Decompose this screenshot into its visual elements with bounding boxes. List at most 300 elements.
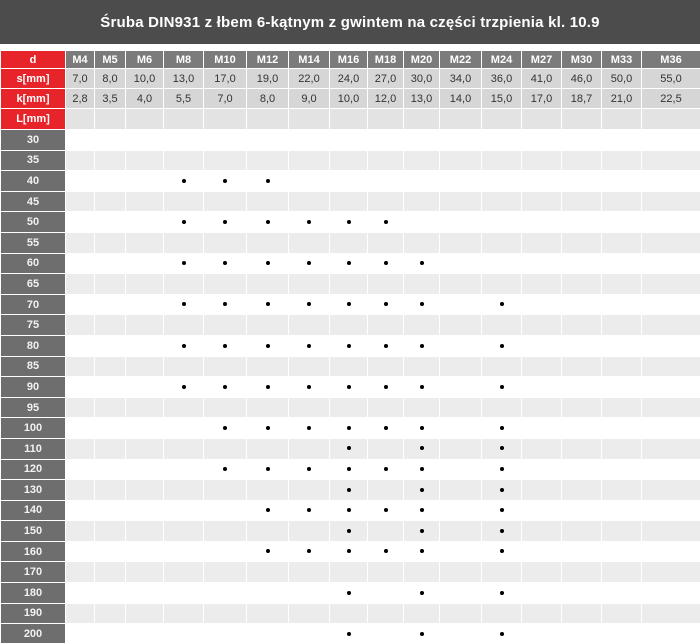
availability-cell-30-M14 xyxy=(289,130,330,151)
availability-cell-40-M27 xyxy=(522,171,562,192)
availability-dot xyxy=(307,467,311,471)
availability-cell-110-M24 xyxy=(482,438,522,459)
availability-cell-55-M20 xyxy=(404,232,440,253)
availability-cell-35-M4 xyxy=(66,150,95,171)
availability-cell-60-M36 xyxy=(642,253,700,274)
availability-cell-100-M22 xyxy=(440,418,482,439)
availability-cell-110-M10 xyxy=(204,438,247,459)
availability-dot xyxy=(420,344,424,348)
availability-cell-65-M27 xyxy=(522,274,562,295)
availability-cell-60-M33 xyxy=(602,253,642,274)
availability-cell-55-M4 xyxy=(66,232,95,253)
table-row-length-80 xyxy=(1,335,700,356)
availability-cell-75-M20 xyxy=(404,315,440,336)
availability-dot xyxy=(347,529,351,533)
availability-dot xyxy=(182,220,186,224)
availability-cell-65-M4 xyxy=(66,274,95,295)
table-row-length-120 xyxy=(1,459,700,480)
availability-cell-50-M18 xyxy=(368,212,404,233)
availability-cell-130-M6 xyxy=(126,480,164,501)
k-label: k[mm] xyxy=(1,89,66,109)
availability-cell-75-M5 xyxy=(95,315,126,336)
availability-cell-60-M16 xyxy=(330,253,368,274)
availability-cell-180-M6 xyxy=(126,583,164,604)
availability-cell-180-M33 xyxy=(602,583,642,604)
availability-cell-55-M27 xyxy=(522,232,562,253)
availability-cell-180-M4 xyxy=(66,583,95,604)
table-row-length-100 xyxy=(1,418,700,439)
availability-cell-180-M30 xyxy=(562,583,602,604)
k-value-cell: 2,8 xyxy=(66,89,95,109)
availability-cell-70-M10 xyxy=(204,294,247,315)
availability-cell-200-M18 xyxy=(368,624,404,643)
availability-dot xyxy=(500,591,504,595)
availability-cell-100-M6 xyxy=(126,418,164,439)
availability-cell-85-M5 xyxy=(95,356,126,377)
availability-cell-140-M16 xyxy=(330,500,368,521)
size-header-M18: M18 xyxy=(368,51,404,69)
availability-cell-65-M36 xyxy=(642,274,700,295)
availability-dot xyxy=(347,261,351,265)
availability-cell-110-M30 xyxy=(562,438,602,459)
length-label: 75 xyxy=(1,315,66,336)
availability-cell-100-M24 xyxy=(482,418,522,439)
availability-cell-75-M16 xyxy=(330,315,368,336)
l-empty-cell xyxy=(164,109,204,130)
size-header-M5: M5 xyxy=(95,51,126,69)
availability-cell-95-M24 xyxy=(482,397,522,418)
availability-dot xyxy=(420,385,424,389)
availability-cell-110-M22 xyxy=(440,438,482,459)
availability-cell-50-M6 xyxy=(126,212,164,233)
availability-cell-100-M14 xyxy=(289,418,330,439)
availability-cell-170-M36 xyxy=(642,562,700,583)
availability-cell-45-M20 xyxy=(404,191,440,212)
availability-cell-150-M36 xyxy=(642,521,700,542)
availability-dot xyxy=(500,529,504,533)
availability-cell-80-M6 xyxy=(126,335,164,356)
availability-cell-30-M5 xyxy=(95,130,126,151)
availability-cell-80-M33 xyxy=(602,335,642,356)
availability-cell-200-M27 xyxy=(522,624,562,643)
availability-dot xyxy=(384,261,388,265)
s-row xyxy=(1,69,700,89)
availability-cell-160-M10 xyxy=(204,541,247,562)
availability-cell-35-M27 xyxy=(522,150,562,171)
s-value-cell: 24,0 xyxy=(330,69,368,89)
length-label: 160 xyxy=(1,541,66,562)
availability-cell-200-M30 xyxy=(562,624,602,643)
availability-dot xyxy=(223,344,227,348)
availability-cell-80-M36 xyxy=(642,335,700,356)
availability-cell-50-M12 xyxy=(247,212,289,233)
availability-cell-150-M18 xyxy=(368,521,404,542)
availability-cell-90-M36 xyxy=(642,377,700,398)
availability-cell-75-M22 xyxy=(440,315,482,336)
availability-dot xyxy=(223,220,227,224)
availability-cell-110-M6 xyxy=(126,438,164,459)
k-value-cell: 9,0 xyxy=(289,89,330,109)
availability-cell-130-M20 xyxy=(404,480,440,501)
availability-cell-75-M30 xyxy=(562,315,602,336)
availability-cell-160-M18 xyxy=(368,541,404,562)
availability-cell-70-M18 xyxy=(368,294,404,315)
availability-cell-120-M36 xyxy=(642,459,700,480)
availability-cell-30-M6 xyxy=(126,130,164,151)
availability-cell-95-M5 xyxy=(95,397,126,418)
availability-dot xyxy=(384,385,388,389)
availability-dot xyxy=(347,467,351,471)
availability-cell-120-M6 xyxy=(126,459,164,480)
availability-cell-45-M27 xyxy=(522,191,562,212)
availability-cell-140-M6 xyxy=(126,500,164,521)
availability-dot xyxy=(307,302,311,306)
availability-cell-80-M27 xyxy=(522,335,562,356)
length-label: 45 xyxy=(1,191,66,212)
s-value-cell: 55,0 xyxy=(642,69,700,89)
availability-cell-30-M16 xyxy=(330,130,368,151)
availability-dot xyxy=(384,467,388,471)
availability-cell-45-M5 xyxy=(95,191,126,212)
availability-cell-60-M18 xyxy=(368,253,404,274)
availability-cell-40-M33 xyxy=(602,171,642,192)
table-row-length-95 xyxy=(1,397,700,418)
length-label: 30 xyxy=(1,130,66,151)
availability-dot xyxy=(420,467,424,471)
availability-cell-160-M14 xyxy=(289,541,330,562)
length-label: 140 xyxy=(1,500,66,521)
availability-cell-95-M27 xyxy=(522,397,562,418)
availability-cell-130-M18 xyxy=(368,480,404,501)
l-empty-cell xyxy=(330,109,368,130)
availability-cell-50-M14 xyxy=(289,212,330,233)
size-header-M4: M4 xyxy=(66,51,95,69)
s-value-cell: 22,0 xyxy=(289,69,330,89)
l-empty-cell xyxy=(642,109,700,130)
availability-dot xyxy=(223,385,227,389)
availability-cell-55-M5 xyxy=(95,232,126,253)
availability-dot xyxy=(384,344,388,348)
table-row-length-50 xyxy=(1,212,700,233)
availability-dot xyxy=(500,446,504,450)
availability-cell-110-M18 xyxy=(368,438,404,459)
table-head xyxy=(1,51,700,69)
k-value-cell: 13,0 xyxy=(404,89,440,109)
availability-cell-30-M20 xyxy=(404,130,440,151)
availability-dot xyxy=(420,302,424,306)
availability-cell-45-M16 xyxy=(330,191,368,212)
availability-cell-80-M14 xyxy=(289,335,330,356)
size-header-M14: M14 xyxy=(289,51,330,69)
l-empty-cell xyxy=(289,109,330,130)
availability-dot xyxy=(500,426,504,430)
availability-cell-55-M30 xyxy=(562,232,602,253)
size-header-M30: M30 xyxy=(562,51,602,69)
availability-cell-140-M24 xyxy=(482,500,522,521)
availability-cell-120-M27 xyxy=(522,459,562,480)
availability-cell-170-M12 xyxy=(247,562,289,583)
k-value-cell: 15,0 xyxy=(482,89,522,109)
availability-cell-150-M6 xyxy=(126,521,164,542)
availability-cell-90-M5 xyxy=(95,377,126,398)
availability-cell-190-M24 xyxy=(482,603,522,624)
availability-cell-180-M27 xyxy=(522,583,562,604)
availability-dot xyxy=(420,632,424,636)
s-value-cell: 30,0 xyxy=(404,69,440,89)
availability-cell-45-M30 xyxy=(562,191,602,212)
availability-cell-80-M4 xyxy=(66,335,95,356)
availability-cell-30-M36 xyxy=(642,130,700,151)
availability-cell-50-M16 xyxy=(330,212,368,233)
s-value-cell: 27,0 xyxy=(368,69,404,89)
availability-cell-130-M10 xyxy=(204,480,247,501)
availability-cell-180-M12 xyxy=(247,583,289,604)
availability-cell-30-M8 xyxy=(164,130,204,151)
availability-cell-70-M36 xyxy=(642,294,700,315)
availability-cell-190-M36 xyxy=(642,603,700,624)
l-empty-cell xyxy=(66,109,95,130)
availability-cell-35-M33 xyxy=(602,150,642,171)
l-empty-cell xyxy=(562,109,602,130)
availability-cell-90-M33 xyxy=(602,377,642,398)
availability-cell-160-M12 xyxy=(247,541,289,562)
k-value-cell: 7,0 xyxy=(204,89,247,109)
availability-dot xyxy=(384,220,388,224)
length-label: 85 xyxy=(1,356,66,377)
availability-cell-110-M33 xyxy=(602,438,642,459)
availability-cell-200-M5 xyxy=(95,624,126,643)
length-label: 50 xyxy=(1,212,66,233)
page-title: Śruba DIN931 z łbem 6-kątnym z gwintem na części trzpienia kl. 10.9 xyxy=(100,13,600,31)
availability-dot xyxy=(384,426,388,430)
availability-cell-65-M24 xyxy=(482,274,522,295)
availability-cell-95-M36 xyxy=(642,397,700,418)
availability-cell-40-M18 xyxy=(368,171,404,192)
header-row xyxy=(1,51,700,69)
availability-cell-110-M12 xyxy=(247,438,289,459)
availability-cell-160-M20 xyxy=(404,541,440,562)
availability-cell-110-M14 xyxy=(289,438,330,459)
availability-cell-120-M10 xyxy=(204,459,247,480)
length-label: 200 xyxy=(1,624,66,643)
availability-cell-70-M5 xyxy=(95,294,126,315)
availability-cell-130-M5 xyxy=(95,480,126,501)
availability-dot xyxy=(347,302,351,306)
availability-cell-90-M20 xyxy=(404,377,440,398)
availability-cell-35-M10 xyxy=(204,150,247,171)
availability-dot xyxy=(347,591,351,595)
availability-cell-80-M12 xyxy=(247,335,289,356)
availability-cell-80-M30 xyxy=(562,335,602,356)
availability-cell-180-M18 xyxy=(368,583,404,604)
availability-dot xyxy=(307,426,311,430)
availability-cell-50-M30 xyxy=(562,212,602,233)
availability-cell-100-M36 xyxy=(642,418,700,439)
availability-cell-85-M16 xyxy=(330,356,368,377)
availability-cell-100-M5 xyxy=(95,418,126,439)
size-header-M27: M27 xyxy=(522,51,562,69)
availability-cell-200-M24 xyxy=(482,624,522,643)
availability-cell-85-M8 xyxy=(164,356,204,377)
availability-cell-190-M30 xyxy=(562,603,602,624)
l-empty-cell xyxy=(404,109,440,130)
availability-dot xyxy=(500,632,504,636)
availability-cell-110-M4 xyxy=(66,438,95,459)
length-label: 65 xyxy=(1,274,66,295)
availability-dot xyxy=(500,385,504,389)
availability-cell-200-M10 xyxy=(204,624,247,643)
availability-cell-45-M24 xyxy=(482,191,522,212)
table-row-length-85 xyxy=(1,356,700,377)
availability-cell-110-M27 xyxy=(522,438,562,459)
length-label: 40 xyxy=(1,171,66,192)
availability-cell-160-M27 xyxy=(522,541,562,562)
k-value-cell: 4,0 xyxy=(126,89,164,109)
availability-cell-80-M10 xyxy=(204,335,247,356)
availability-cell-140-M10 xyxy=(204,500,247,521)
availability-cell-110-M16 xyxy=(330,438,368,459)
length-label: 130 xyxy=(1,480,66,501)
length-label: 150 xyxy=(1,521,66,542)
availability-cell-35-M8 xyxy=(164,150,204,171)
l-empty-cell xyxy=(126,109,164,130)
availability-dot xyxy=(307,261,311,265)
availability-cell-200-M8 xyxy=(164,624,204,643)
availability-cell-70-M12 xyxy=(247,294,289,315)
size-header-M22: M22 xyxy=(440,51,482,69)
availability-cell-90-M24 xyxy=(482,377,522,398)
availability-cell-120-M4 xyxy=(66,459,95,480)
availability-dot xyxy=(420,591,424,595)
availability-cell-170-M14 xyxy=(289,562,330,583)
availability-cell-170-M33 xyxy=(602,562,642,583)
availability-cell-190-M4 xyxy=(66,603,95,624)
availability-dot xyxy=(420,446,424,450)
availability-dot xyxy=(500,302,504,306)
availability-cell-80-M20 xyxy=(404,335,440,356)
availability-cell-30-M33 xyxy=(602,130,642,151)
availability-dot xyxy=(347,446,351,450)
availability-cell-90-M16 xyxy=(330,377,368,398)
availability-dot xyxy=(347,426,351,430)
length-label: 70 xyxy=(1,294,66,315)
availability-dot xyxy=(266,261,270,265)
availability-cell-85-M12 xyxy=(247,356,289,377)
l-empty-cell xyxy=(602,109,642,130)
availability-cell-180-M20 xyxy=(404,583,440,604)
availability-cell-150-M30 xyxy=(562,521,602,542)
availability-dot xyxy=(420,488,424,492)
availability-cell-120-M16 xyxy=(330,459,368,480)
availability-cell-150-M27 xyxy=(522,521,562,542)
availability-cell-95-M30 xyxy=(562,397,602,418)
table-row-length-70 xyxy=(1,294,700,315)
availability-cell-50-M5 xyxy=(95,212,126,233)
availability-dot xyxy=(182,344,186,348)
availability-cell-30-M10 xyxy=(204,130,247,151)
table-row-length-190 xyxy=(1,603,700,624)
availability-cell-50-M4 xyxy=(66,212,95,233)
l-row xyxy=(1,109,700,130)
availability-dot xyxy=(500,488,504,492)
size-header-M6: M6 xyxy=(126,51,164,69)
availability-cell-150-M8 xyxy=(164,521,204,542)
availability-cell-85-M6 xyxy=(126,356,164,377)
availability-cell-90-M6 xyxy=(126,377,164,398)
availability-cell-160-M6 xyxy=(126,541,164,562)
availability-dot xyxy=(266,344,270,348)
availability-cell-40-M24 xyxy=(482,171,522,192)
availability-cell-30-M18 xyxy=(368,130,404,151)
availability-cell-140-M36 xyxy=(642,500,700,521)
availability-cell-60-M14 xyxy=(289,253,330,274)
availability-cell-55-M8 xyxy=(164,232,204,253)
availability-cell-50-M24 xyxy=(482,212,522,233)
availability-cell-120-M18 xyxy=(368,459,404,480)
availability-cell-140-M12 xyxy=(247,500,289,521)
availability-cell-65-M30 xyxy=(562,274,602,295)
availability-cell-65-M18 xyxy=(368,274,404,295)
availability-cell-200-M14 xyxy=(289,624,330,643)
availability-cell-150-M10 xyxy=(204,521,247,542)
availability-cell-170-M24 xyxy=(482,562,522,583)
availability-cell-95-M20 xyxy=(404,397,440,418)
s-value-cell: 34,0 xyxy=(440,69,482,89)
l-empty-cell xyxy=(247,109,289,130)
table-row-length-65 xyxy=(1,274,700,295)
availability-cell-100-M20 xyxy=(404,418,440,439)
corner-label-d: d xyxy=(1,51,66,69)
availability-dot xyxy=(307,385,311,389)
availability-cell-55-M10 xyxy=(204,232,247,253)
table-row-length-45 xyxy=(1,191,700,212)
l-empty-cell xyxy=(482,109,522,130)
availability-cell-130-M24 xyxy=(482,480,522,501)
availability-cell-60-M30 xyxy=(562,253,602,274)
availability-cell-60-M22 xyxy=(440,253,482,274)
availability-cell-120-M12 xyxy=(247,459,289,480)
availability-cell-80-M22 xyxy=(440,335,482,356)
availability-cell-180-M24 xyxy=(482,583,522,604)
availability-cell-100-M16 xyxy=(330,418,368,439)
l-empty-cell xyxy=(368,109,404,130)
availability-dot xyxy=(420,549,424,553)
availability-cell-200-M20 xyxy=(404,624,440,643)
availability-cell-85-M14 xyxy=(289,356,330,377)
din931-dimension-table xyxy=(0,50,700,643)
availability-cell-65-M14 xyxy=(289,274,330,295)
availability-cell-95-M18 xyxy=(368,397,404,418)
availability-cell-170-M5 xyxy=(95,562,126,583)
availability-cell-140-M4 xyxy=(66,500,95,521)
availability-cell-100-M8 xyxy=(164,418,204,439)
availability-dot xyxy=(347,488,351,492)
availability-cell-140-M20 xyxy=(404,500,440,521)
k-value-cell: 8,0 xyxy=(247,89,289,109)
availability-cell-75-M27 xyxy=(522,315,562,336)
availability-cell-80-M8 xyxy=(164,335,204,356)
table-row-length-40 xyxy=(1,171,700,192)
availability-cell-150-M4 xyxy=(66,521,95,542)
availability-dot xyxy=(347,508,351,512)
availability-cell-180-M10 xyxy=(204,583,247,604)
availability-cell-75-M18 xyxy=(368,315,404,336)
availability-dot xyxy=(500,508,504,512)
table-row-length-35 xyxy=(1,150,700,171)
availability-dot xyxy=(182,302,186,306)
availability-cell-100-M12 xyxy=(247,418,289,439)
availability-dot xyxy=(266,179,270,183)
